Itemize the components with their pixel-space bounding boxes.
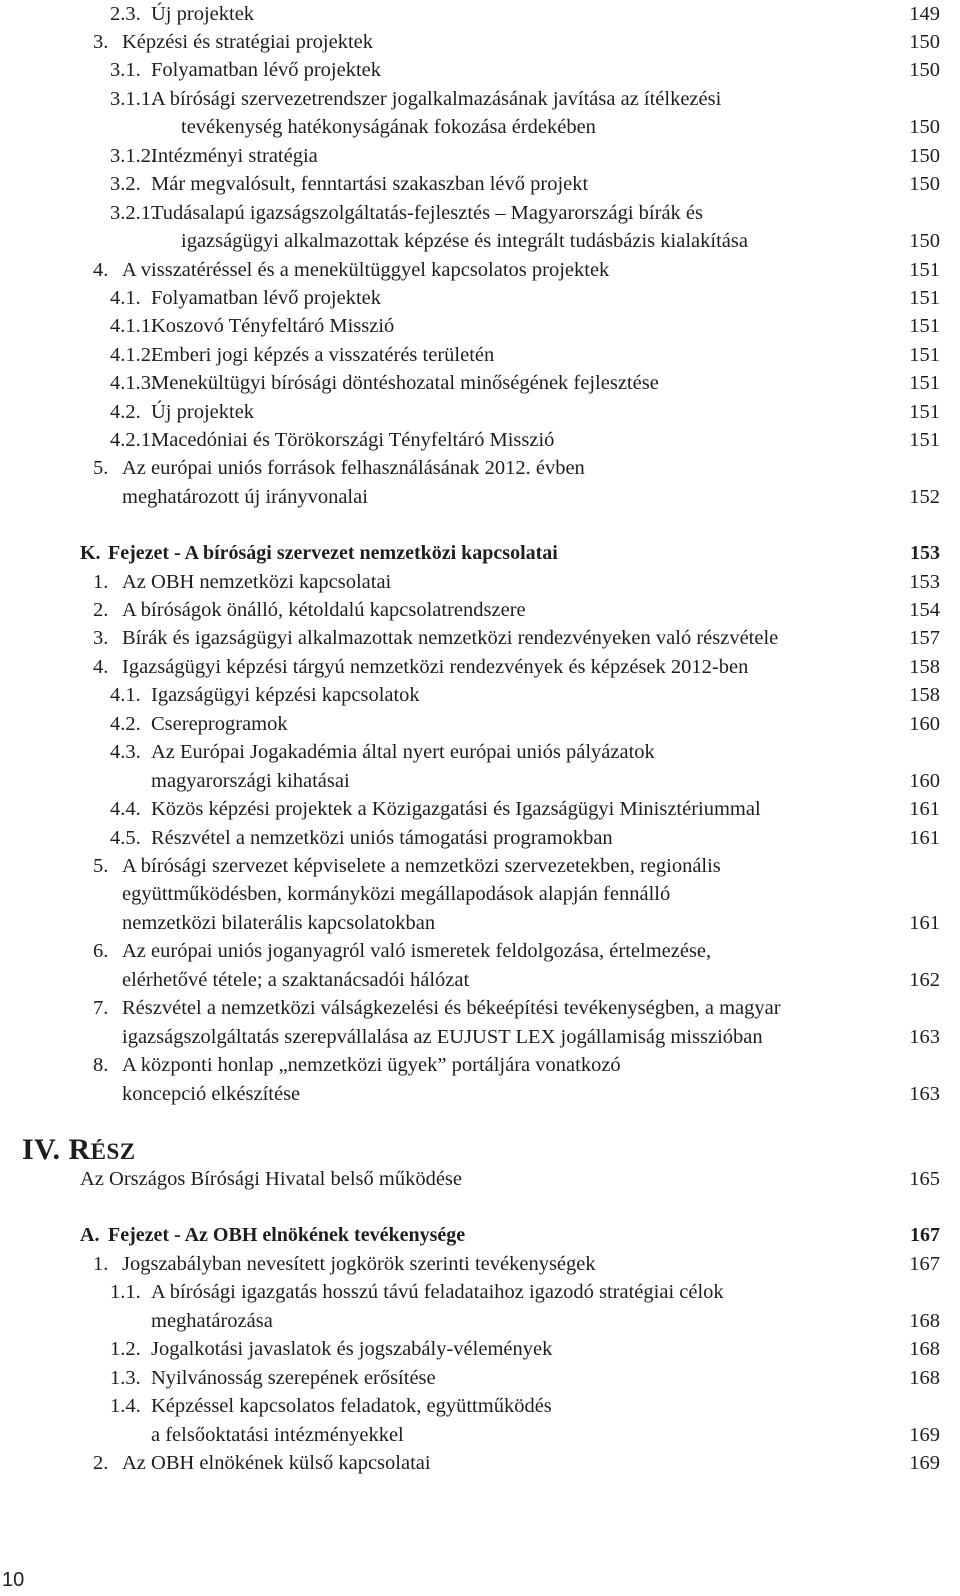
toc-entry	[0, 624, 960, 652]
entry-title: A bírósági szervezet képviselete a nemzetközi szervezetekben, regionális	[122, 855, 721, 877]
entry-number: 4.1.3.	[110, 372, 157, 394]
entry-page-number: 150	[909, 173, 940, 195]
toc-entry	[0, 1307, 960, 1335]
entry-title: igazságügyi alkalmazottak képzése és integrált tudásbázis kialakítása	[181, 230, 748, 252]
entry-title: Folyamatban lévő projektek	[151, 287, 381, 309]
entry-title: meghatározása	[151, 1310, 273, 1332]
entry-number: 4.3.	[110, 741, 141, 763]
entry-page-number: 165	[909, 1168, 940, 1190]
entry-title: együttműködésben, kormányközi megállapodások alapján fennálló	[122, 883, 671, 905]
entry-title: Az Országos Bírósági Hivatal belső működése	[80, 1168, 463, 1190]
entry-title: koncepció elkészítése	[122, 1083, 301, 1105]
toc-entry	[0, 681, 960, 709]
toc-entry	[0, 767, 960, 795]
toc-entry	[0, 1023, 960, 1051]
entry-title: Közös képzési projektek a Közigazgatási és Igazságügyi Minisztériummal	[151, 798, 761, 820]
chapter-heading	[0, 539, 960, 567]
entry-title: Az OBH nemzetközi kapcsolatai	[122, 571, 392, 593]
entry-page-number: 168	[909, 1367, 940, 1389]
entry-title: Igazságügyi képzési kapcsolatok	[151, 684, 420, 706]
entry-number: 4.2.1.	[110, 429, 157, 451]
entry-number: 4.1.	[110, 287, 141, 309]
part-word-initial: R	[68, 1133, 91, 1166]
entry-page-number: 168	[909, 1310, 940, 1332]
entry-page-number: 152	[909, 486, 940, 508]
entry-title: Új projektek	[151, 3, 255, 25]
toc-entry	[0, 795, 960, 823]
entry-title: Az európai uniós források felhasználásának 2012. évben	[122, 457, 585, 479]
entry-number: 1.	[93, 571, 109, 593]
toc-entry	[0, 1449, 960, 1477]
entry-page-number: 168	[909, 1338, 940, 1360]
entry-title: elérhetővé tétele; a szaktanácsadói hálózat	[122, 969, 470, 991]
entry-number: 4.1.2.	[110, 344, 157, 366]
entry-number: 4.	[93, 259, 109, 281]
entry-number: 5.	[93, 457, 109, 479]
toc-entry	[0, 738, 960, 766]
entry-title: A központi honlap „nemzetközi ügyek” portáljára vonatkozó	[122, 1054, 621, 1076]
entry-page-number: 158	[909, 656, 940, 678]
entry-page-number: 160	[909, 713, 940, 735]
toc-entry	[0, 937, 960, 965]
entry-number: 4.5.	[110, 827, 141, 849]
entry-number: 2.3.	[110, 3, 141, 25]
entry-page-number: 162	[909, 969, 940, 991]
entry-number: 3.2.	[110, 173, 141, 195]
entry-number: 3.1.	[110, 59, 141, 81]
entry-title: meghatározott új irányvonalai	[122, 486, 368, 508]
entry-page-number: 153	[909, 571, 940, 593]
entry-number: 2.	[93, 599, 109, 621]
entry-title: Tudásalapú igazságszolgáltatás-fejlesztés – Magyarországi bírák és	[151, 202, 703, 224]
entry-number: 4.2.	[110, 401, 141, 423]
entry-title: Emberi jogi képzés a visszatérés területén	[151, 344, 495, 366]
entry-page-number: 161	[909, 912, 940, 934]
toc-entry	[0, 170, 960, 198]
entry-page-number: 153	[910, 542, 940, 564]
entry-number: 4.	[93, 656, 109, 678]
entry-page-number: 150	[909, 145, 940, 167]
entry-title: Nyilvánosság szerepének erősítése	[151, 1367, 436, 1389]
entry-page-number: 169	[909, 1452, 940, 1474]
toc-entry	[0, 56, 960, 84]
entry-title: a felsőoktatási intézményekkel	[151, 1424, 404, 1446]
entry-number: 1.1.	[110, 1281, 141, 1303]
toc-entry	[0, 312, 960, 340]
entry-page-number: 161	[909, 827, 940, 849]
entry-page-number: 154	[909, 599, 940, 621]
entry-number: 4.4.	[110, 798, 141, 820]
part-heading	[22, 1132, 136, 1170]
entry-title: Koszovó Tényfeltáró Misszió	[151, 315, 395, 337]
entry-title: Részvétel a nemzetközi válságkezelési és békeépítési tevékenységben, a magyar	[122, 997, 781, 1019]
toc-entry	[0, 568, 960, 596]
entry-page-number: 163	[909, 1083, 940, 1105]
entry-number: 3.1.2.	[110, 145, 157, 167]
entry-title: A visszatéréssel és a menekültüggyel kapcsolatos projektek	[122, 259, 610, 281]
toc-entry	[0, 199, 960, 227]
entry-number: K.	[80, 542, 101, 564]
entry-title: Képzési és stratégiai projektek	[122, 31, 374, 53]
entry-number: 7.	[93, 997, 109, 1019]
entry-page-number: 151	[909, 259, 940, 281]
entry-title: Macedóniai és Törökországi Tényfeltáró Misszió	[151, 429, 555, 451]
entry-title: Már megvalósult, fenntartási szakaszban lévő projekt	[151, 173, 589, 195]
entry-page-number: 161	[909, 798, 940, 820]
toc-entry	[0, 880, 960, 908]
entry-title: igazságszolgáltatás szerepvállalása az EUJUST LEX jogállamiság misszióban	[122, 1026, 763, 1048]
entry-page-number: 150	[909, 59, 940, 81]
toc-entry	[0, 1250, 960, 1278]
toc-entry	[0, 483, 960, 511]
entry-title: Fejezet - A bírósági szervezet nemzetközi kapcsolatai	[108, 542, 558, 564]
entry-page-number: 163	[909, 1026, 940, 1048]
toc-entry	[0, 1080, 960, 1108]
entry-title: A bíróságok önálló, kétoldalú kapcsolatrendszere	[122, 599, 526, 621]
entry-number: 5.	[93, 855, 109, 877]
entry-page-number: 160	[909, 770, 940, 792]
entry-title: magyarországi kihatásai	[151, 770, 350, 792]
entry-page-number: 158	[909, 684, 940, 706]
toc-entry	[0, 966, 960, 994]
toc-entry	[0, 1364, 960, 1392]
toc-entry	[0, 454, 960, 482]
part-roman: IV.	[22, 1133, 61, 1166]
toc-entry	[0, 85, 960, 113]
entry-number: 3.1.1.	[110, 88, 157, 110]
entry-number: A.	[80, 1224, 100, 1246]
entry-title: Jogalkotási javaslatok és jogszabály-vélemények	[151, 1338, 553, 1360]
entry-title: Bírák és igazságügyi alkalmazottak nemzetközi rendezvényeken való részvétele	[122, 627, 779, 649]
entry-title: Csereprogramok	[151, 713, 288, 735]
toc-entry	[0, 256, 960, 284]
entry-number: 4.2.	[110, 713, 141, 735]
toc-entry	[0, 1165, 960, 1193]
toc-entry	[0, 398, 960, 426]
entry-page-number: 151	[909, 429, 940, 451]
entry-page-number: 169	[909, 1424, 940, 1446]
toc-entry	[0, 227, 960, 255]
entry-number: 1.4.	[110, 1395, 141, 1417]
toc-entry	[0, 1278, 960, 1306]
entry-title: A bírósági szervezetrendszer jogalkalmazásának javítása az ítélkezési	[151, 88, 722, 110]
toc-entry	[0, 284, 960, 312]
entry-number: 6.	[93, 940, 109, 962]
toc-entry	[0, 341, 960, 369]
entry-title: Menekültügyi bírósági döntéshozatal minőségének fejlesztése	[151, 372, 659, 394]
toc-entry	[0, 909, 960, 937]
toc-entry	[0, 824, 960, 852]
toc-entry	[0, 0, 960, 28]
entry-page-number: 151	[909, 344, 940, 366]
page-number: 10	[2, 1569, 25, 1591]
toc-entry	[0, 426, 960, 454]
toc-entry	[0, 1421, 960, 1449]
entry-title: nemzetközi bilaterális kapcsolatokban	[122, 912, 436, 934]
entry-title: Új projektek	[151, 401, 255, 423]
entry-number: 4.1.	[110, 684, 141, 706]
toc-entry	[0, 113, 960, 141]
entry-title: tevékenység hatékonyságának fokozása érdekében	[181, 116, 596, 138]
entry-number: 8.	[93, 1054, 109, 1076]
entry-page-number: 150	[909, 230, 940, 252]
entry-number: 2.	[93, 1452, 109, 1474]
entry-number: 3.	[93, 31, 109, 53]
toc-entry	[0, 1392, 960, 1420]
toc-entry	[0, 28, 960, 56]
entry-title: Az OBH elnökének külső kapcsolatai	[122, 1452, 431, 1474]
entry-number: 3.	[93, 627, 109, 649]
entry-page-number: 167	[909, 1253, 940, 1275]
entry-title: Folyamatban lévő projektek	[151, 59, 381, 81]
entry-page-number: 151	[909, 372, 940, 394]
toc-entry	[0, 1335, 960, 1363]
entry-title: Az Európai Jogakadémia által nyert európai uniós pályázatok	[151, 741, 655, 763]
entry-page-number: 167	[910, 1224, 940, 1246]
chapter-heading	[0, 1221, 960, 1249]
toc-entry	[0, 710, 960, 738]
entry-page-number: 157	[909, 627, 940, 649]
entry-title: Részvétel a nemzetközi uniós támogatási programokban	[151, 827, 613, 849]
entry-number: 1.	[93, 1253, 109, 1275]
entry-title: Jogszabályban nevesített jogkörök szerinti tevékenységek	[122, 1253, 596, 1275]
entry-title: Az európai uniós joganyagról való ismeretek feldolgozása, értelmezése,	[122, 940, 712, 962]
toc-entry	[0, 142, 960, 170]
entry-page-number: 149	[909, 3, 940, 25]
entry-title: A bírósági igazgatás hosszú távú feladataihoz igazodó stratégiai célok	[151, 1281, 724, 1303]
toc-entry	[0, 596, 960, 624]
entry-page-number: 151	[909, 287, 940, 309]
part-word-rest: ÉSZ	[90, 1139, 136, 1164]
entry-title: Igazságügyi képzési tárgyú nemzetközi rendezvények és képzések 2012-ben	[122, 656, 749, 678]
entry-number: 3.2.1.	[110, 202, 157, 224]
entry-number: 1.3.	[110, 1367, 141, 1389]
toc-entry	[0, 369, 960, 397]
entry-number: 4.1.1.	[110, 315, 157, 337]
entry-page-number: 151	[909, 315, 940, 337]
entry-page-number: 150	[909, 116, 940, 138]
toc-entry	[0, 994, 960, 1022]
entry-number: 1.2.	[110, 1338, 141, 1360]
toc-entry	[0, 852, 960, 880]
entry-title: Intézményi stratégia	[151, 145, 318, 167]
entry-page-number: 151	[909, 401, 940, 423]
entry-title: Képzéssel kapcsolatos feladatok, együttműködés	[151, 1395, 552, 1417]
entry-page-number: 150	[909, 31, 940, 53]
toc-entry	[0, 1051, 960, 1079]
toc-entry	[0, 653, 960, 681]
entry-title: Fejezet - Az OBH elnökének tevékenysége	[108, 1224, 466, 1246]
